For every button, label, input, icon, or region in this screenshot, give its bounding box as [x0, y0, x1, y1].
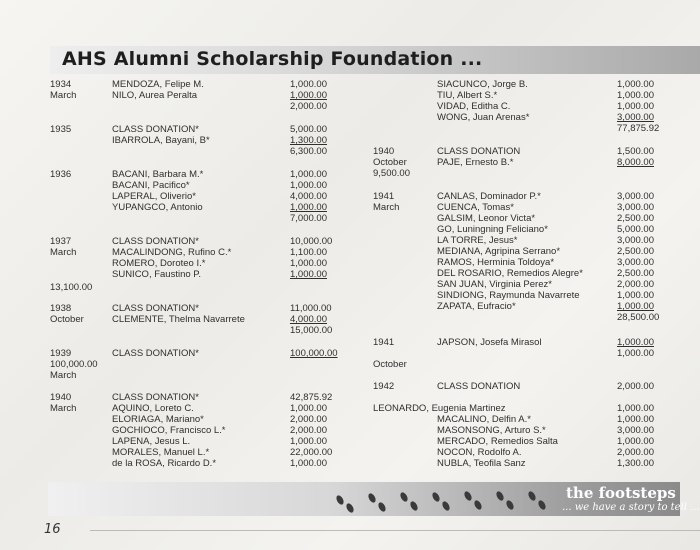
table-row [373, 124, 673, 135]
row-amount: 1,000.00 [290, 436, 327, 447]
row-year: March [373, 202, 400, 213]
row-amount: 1,000.00 [290, 180, 327, 191]
row-amount: 2,000.00 [617, 279, 654, 290]
row-year: 1935 [50, 124, 72, 135]
table-row [373, 360, 673, 371]
row-amount: 1,100.00 [290, 247, 327, 258]
row-amount: 3,000.00 [617, 235, 654, 246]
row-donor-name: MERCADO, Remedios Salta [437, 436, 558, 447]
row-amount: 5,000.00 [290, 124, 327, 135]
page-title: AHS Alumni Scholarship Foundation ... [62, 48, 483, 70]
row-donor-name: ROMERO, Doroteo I.* [112, 258, 206, 269]
row-donor-name: MASONSONG, Arturo S.* [437, 425, 546, 436]
row-donor-name: YUPANGCO, Antonio [112, 202, 203, 213]
row-amount: 1,000.00 [617, 79, 654, 90]
table-row [50, 459, 350, 470]
right-column [373, 0, 673, 480]
row-donor-name: CANLAS, Dominador P.* [437, 191, 541, 202]
row-year: March [50, 247, 77, 258]
row-amount: 5,000.00 [617, 224, 654, 235]
table-row [373, 382, 673, 393]
row-donor-name: NUBLA, Teofila Sanz [437, 458, 526, 469]
row-donor-name: ELORIAGA, Mariano* [112, 414, 204, 425]
row-donor-name: WONG, Juan Arenas* [437, 112, 530, 123]
row-donor-name: CLASS DONATION [437, 381, 521, 392]
divider [90, 530, 700, 531]
row-donor-name: IBARROLA, Bayani, B* [112, 135, 210, 146]
table-row [373, 459, 673, 470]
row-amount: 1,000.00 [617, 414, 654, 425]
row-year: 100,000.00 [50, 359, 98, 370]
row-year: 1934 [50, 79, 72, 90]
row-year: 1937 [50, 236, 72, 247]
row-donor-name: VIDAD, Editha C. [437, 101, 511, 112]
row-year: March [50, 403, 77, 414]
table-row [50, 147, 350, 158]
row-donor-name: ZAPATA, Eufracio* [437, 301, 516, 312]
row-donor-name: MENDOZA, Felipe M. [112, 79, 204, 90]
row-year: 1941 [373, 191, 395, 202]
row-year: 1936 [50, 169, 72, 180]
row-amount: 7,000.00 [290, 213, 327, 224]
table-row [50, 270, 350, 281]
row-amount: 42,875.92 [290, 392, 333, 403]
row-year: 1940 [50, 392, 72, 403]
row-amount: 3,000.00 [617, 112, 654, 123]
row-donor-name: TIU, Albert S.* [437, 90, 498, 101]
row-donor-name: CUENCA, Tomas* [437, 202, 514, 213]
row-amount: 11,000.00 [290, 303, 332, 314]
row-donor-name: GOCHIOCO, Francisco L.* [112, 425, 226, 436]
row-amount: 1,000.00 [617, 90, 654, 101]
row-donor-name: BACANI, Barbara M.* [112, 169, 204, 180]
row-amount: 2,000.00 [290, 425, 327, 436]
table-row [50, 214, 350, 225]
row-donor-name: CLASS DONATION* [112, 236, 199, 247]
row-amount: 22,000.00 [290, 447, 333, 458]
row-year: March [50, 90, 77, 101]
row-amount: 28,500.00 [617, 312, 660, 323]
row-amount: 1,000.00 [290, 79, 327, 90]
row-donor-name: LAPERAL, Oliverio* [112, 191, 196, 202]
table-row [50, 102, 350, 113]
row-amount: 77,875.92 [617, 123, 660, 134]
row-amount: 1,000.00 [617, 301, 654, 312]
row-year: 13,100.00 [50, 282, 93, 293]
row-amount: 2,000.00 [290, 414, 327, 425]
row-donor-name: MACALINO, Delfin A.* [437, 414, 531, 425]
row-donor-name: CLASS DONATION* [112, 348, 199, 359]
row-year: 1941 [373, 337, 395, 348]
row-amount: 1,000.00 [290, 90, 327, 101]
table-row [50, 283, 350, 294]
row-donor-name: JAPSON, Josefa Mirasol [437, 337, 542, 348]
row-donor-name: CLASS DONATION* [112, 392, 199, 403]
row-amount: 2,000.00 [290, 101, 327, 112]
row-donor-name: SIACUNCO, Jorge B. [437, 79, 528, 90]
row-year: October [373, 359, 407, 370]
row-amount: 6,300.00 [290, 146, 327, 157]
row-amount: 10,000.00 [290, 236, 333, 247]
row-donor-name: NOCON, Rodolfo A. [437, 447, 522, 458]
row-donor-name: SUNICO, Faustino P. [112, 269, 202, 280]
row-year: 1940 [373, 146, 395, 157]
row-year: 1939 [50, 348, 72, 359]
row-amount: 1,000.00 [617, 101, 654, 112]
row-amount: 1,000.00 [617, 337, 654, 348]
row-year: 1938 [50, 303, 72, 314]
row-year: October [50, 314, 84, 325]
row-donor-name: NILO, Aurea Peralta [112, 90, 198, 101]
table-row [50, 371, 350, 382]
row-donor-name: SAN JUAN, Virginia Perez* [437, 279, 552, 290]
left-column [50, 0, 350, 480]
footprints-icon [330, 486, 560, 516]
row-amount: 1,300.00 [290, 135, 327, 146]
row-amount: 3,000.00 [617, 191, 654, 202]
row-amount: 1,000.00 [290, 258, 327, 269]
row-amount: 4,000.00 [290, 314, 327, 325]
row-year: 1942 [373, 381, 395, 392]
row-donor-name: MEDIANA, Agripina Serrano* [437, 246, 561, 257]
row-amount: 1,000.00 [617, 436, 654, 447]
row-amount: 2,500.00 [617, 268, 654, 279]
row-amount: 2,500.00 [617, 246, 654, 257]
table-row [50, 326, 350, 337]
row-amount: 1,000.00 [290, 403, 327, 414]
row-amount: 8,000.00 [617, 157, 654, 168]
row-donor-name: PAJE, Ernesto B.* [437, 157, 514, 168]
row-amount: 1,000.00 [290, 269, 327, 280]
table-row [373, 313, 673, 324]
row-donor-name: MORALES, Manuel L.* [112, 447, 210, 458]
row-amount: 1,300.00 [617, 458, 654, 469]
row-amount: 2,000.00 [617, 381, 654, 392]
footer-brand: the footsteps [566, 484, 676, 502]
row-amount: 3,000.00 [617, 425, 654, 436]
row-amount: 1,000.00 [290, 202, 327, 213]
row-donor-name: AQUINO, Loreto C. [112, 403, 194, 414]
table-row [373, 158, 673, 169]
row-year: March [50, 370, 77, 381]
row-amount: 1,000.00 [617, 403, 654, 414]
row-donor-name: BACANI, Pacifico* [112, 180, 190, 191]
row-donor-name: de la ROSA, Ricardo D.* [112, 458, 217, 469]
row-donor-name: MACALINDONG, Rufino C.* [112, 247, 232, 258]
page-number: 16 [44, 522, 61, 537]
row-amount: 1,000.00 [617, 348, 654, 359]
row-amount: 1,000.00 [617, 290, 654, 301]
row-donor-name: CLASS DONATION* [112, 303, 199, 314]
table-row [50, 360, 350, 371]
footer-tagline: ... we have a story to tell ... [562, 502, 700, 513]
row-amount: 100,000.00 [290, 348, 338, 359]
row-amount: 4,000.00 [290, 191, 327, 202]
row-year: October [373, 157, 407, 168]
row-amount: 3,000.00 [617, 202, 654, 213]
row-amount: 2,500.00 [617, 213, 654, 224]
table-row [373, 169, 673, 180]
row-amount: 1,000.00 [290, 169, 327, 180]
row-donor-name: SINDIONG, Raymunda Navarrete [437, 290, 580, 301]
row-amount: 1,000.00 [290, 458, 327, 469]
row-donor-name: CLASS DONATION [437, 146, 521, 157]
row-year: LEONARDO, Eugenia Martinez [373, 403, 506, 414]
row-amount: 2,000.00 [617, 447, 654, 458]
row-donor-name: LAPENA, Jesus L. [112, 436, 191, 447]
row-amount: 3,000.00 [617, 257, 654, 268]
row-donor-name: CLEMENTE, Thelma Navarrete [112, 314, 245, 325]
row-amount: 1,500.00 [617, 146, 654, 157]
row-donor-name: CLASS DONATION* [112, 124, 199, 135]
row-donor-name: DEL ROSARIO, Remedios Alegre* [437, 268, 583, 279]
row-donor-name: GALSIM, Leonor Victa* [437, 213, 536, 224]
row-donor-name: LA TORRE, Jesus* [437, 235, 518, 246]
row-amount: 15,000.00 [290, 325, 333, 336]
table-row [373, 349, 673, 360]
row-year: 9,500.00 [373, 168, 410, 179]
row-donor-name: GO, Luningning Feliciano* [437, 224, 548, 235]
row-donor-name: RAMOS, Herminia Toldoya* [437, 257, 555, 268]
